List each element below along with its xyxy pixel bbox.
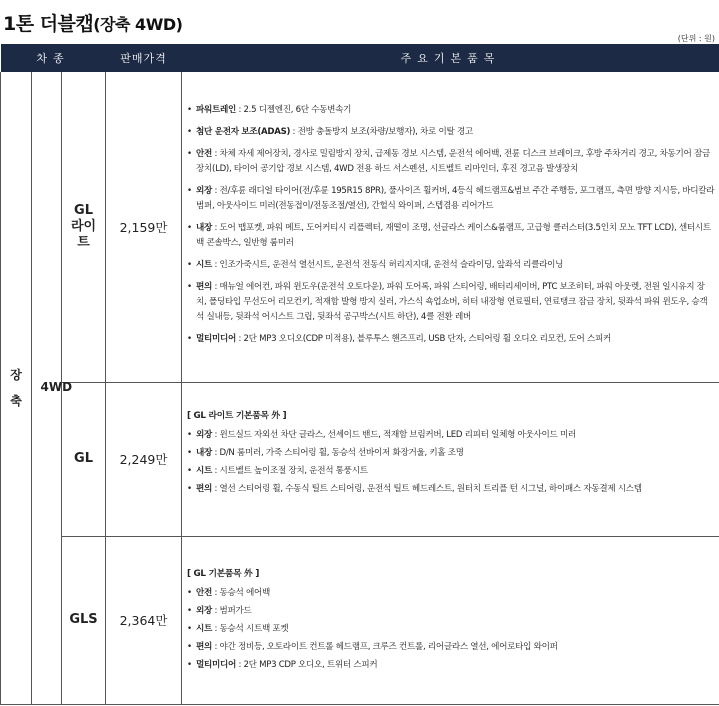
features-cell <box>182 536 719 704</box>
table-row <box>1 382 719 536</box>
header-features: 주요기본품목 <box>182 44 719 72</box>
feature-text: : 야간 정비등, 오토라이트 컨트롤 헤드램프, 크루즈 컨트롤, 리어글라스 열선, 에어로타입 와이퍼 <box>212 641 558 652</box>
features-cell <box>182 382 719 536</box>
header-car: 차종 <box>1 44 106 72</box>
unit-note: (단위 : 원) <box>677 34 715 43</box>
feature-item <box>187 658 715 673</box>
feature-label: 편의 <box>196 483 213 494</box>
feature-item <box>187 428 715 443</box>
feature-item <box>187 604 715 619</box>
table-header-row <box>1 44 719 72</box>
axle-cell <box>1 72 32 704</box>
feature-text: : D/N 룸미러, 가죽 스티어링 휠, 동승석 선바이저 화장거울, 키홀 조명 <box>212 447 464 458</box>
price-cell: 2,159만 <box>106 72 182 382</box>
feature-item <box>187 640 715 655</box>
price-cell: 2,249만 <box>106 382 182 536</box>
feature-text: : 동승석 시트백 포켓 <box>212 623 289 634</box>
page-title <box>3 9 182 36</box>
feature-label: 멀티미디어 <box>196 334 237 344</box>
feature-label: 내장 <box>196 223 213 233</box>
feature-text: : 매뉴얼 에어컨, 파워 윈도우(운전석 오토다운), 파워 도어록, 파워 스티어링, 배터리세이버, PTC 보조히터, 파워 아웃렛, 전원 일시유지 장치, 폴딩타입 무선도어 리모컨키, 적재함 발형 방지 실러, 가스식 쇽업쇼버, 히터 내장형 연료필터, 연료탱크 잠금 장치, 뒷좌석 파워 윈도우, 승객석 실내등, 뒷좌석 어시스트 그립, 뒷좌석 공구박스(시트 하단), 4클 전환 레버 <box>196 282 708 322</box>
feature-label: 파워트레인 <box>196 105 237 115</box>
feature-text: : 인조가죽시트, 운전석 열선시트, 운전석 전동식 허리지지대, 운전석 슬라이딩, 앞좌석 리클라이닝 <box>212 260 564 270</box>
header-price: 판매가격 <box>106 44 182 72</box>
trim-name <box>62 72 106 382</box>
features-intro: [ GL 기본품목 外 ] <box>187 568 260 579</box>
trim-name: GLS <box>62 536 106 704</box>
feature-item <box>187 464 715 479</box>
axle-label: 장축 <box>10 367 22 408</box>
trim-label: GL 라이트 <box>70 202 97 250</box>
feature-text: : 열선 스티어링 휠, 수동식 틸트 스티어링, 운전석 틸트 헤드레스트, 원터치 트리플 턴 시그널, 하이패스 자동결제 시스템 <box>212 483 642 494</box>
feature-label: 시트 <box>196 623 213 634</box>
feature-label: 멀티미디어 <box>196 659 237 670</box>
feature-item <box>187 622 715 637</box>
feature-text: : 2단 MP3 CDP 오디오, 트위터 스피커 <box>236 659 378 670</box>
feature-text: : 전/후륜 래디얼 타이어(전/후륜 195R15 8PR), 풀사이즈 휠커버, 4등식 헤드램프&범브 주간 주행등, 포그램프, 측면 방향 지시등, 바디칼라 범퍼, 아웃사이드 미러(전동접이/전동조절/열선), 간헐식 와이퍼, 스텝겸용 리어가드 <box>196 186 715 211</box>
feature-item <box>187 280 715 325</box>
feature-text: : 동승석 에어백 <box>212 587 270 598</box>
feature-item <box>187 147 715 177</box>
drive-label: 4WD <box>40 380 73 395</box>
feature-item <box>187 103 715 118</box>
feature-text: : 전방 충돌방지 보조(차량/보행자), 차로 이탈 경고 <box>290 127 473 137</box>
feature-text: : 차체 자세 제어장치, 경사로 밀림방지 장치, 급제동 경보 시스템, 운전석 에어백, 전륜 디스크 브레이크, 후방 주차거리 경고, 차동기어 잠금 장치(LD), 타이어 공기압 경보 시스템, 4WD 전용 하드 서스펜션, 시트벨트 리마인더, 후진 경고음 발생장치 <box>196 149 710 174</box>
feature-item <box>187 221 715 251</box>
feature-label: 안전 <box>196 587 213 598</box>
feature-label: 내장 <box>196 447 213 458</box>
feature-item <box>187 482 715 497</box>
feature-text: : 2.5 디젤엔진, 6단 수동변속기 <box>236 105 352 115</box>
feature-label: 편의 <box>196 641 213 652</box>
feature-item <box>187 332 715 347</box>
feature-text: : 시트벨트 높이조절 장치, 운전석 통풍시트 <box>212 465 368 476</box>
feature-label: 외장 <box>196 429 213 440</box>
title-sub: (장축 4WD) <box>93 15 183 34</box>
drive-cell <box>32 72 73 704</box>
price-table <box>0 44 719 705</box>
feature-item <box>187 258 715 273</box>
feature-item <box>187 446 715 461</box>
feature-item <box>187 184 715 214</box>
feature-label: 외장 <box>196 186 213 196</box>
price-cell: 2,364만 <box>106 536 182 704</box>
feature-item <box>187 586 715 601</box>
feature-label: 첨단 운전자 보조(ADAS) <box>196 127 291 137</box>
trim-name: GL <box>62 382 106 536</box>
feature-label: 시트 <box>196 465 213 476</box>
title-main: 1톤 더블캡 <box>3 13 94 35</box>
feature-label: 안전 <box>196 149 213 159</box>
table-row <box>1 536 719 704</box>
table-row <box>1 72 719 382</box>
feature-text: : 2단 MP3 오디오(CDP 미적용), 블루투스 핸즈프리, USB 단자, 스티어링 휠 오디오 리모컨, 도어 스피커 <box>236 334 611 344</box>
features-intro: [ GL 라이트 기본품목 外 ] <box>187 410 287 421</box>
feature-text: : 범퍼가드 <box>212 605 252 616</box>
feature-item <box>187 125 715 140</box>
feature-text: : 윈드실드 자외선 차단 글라스, 선셰이드 밴드, 적재함 브림커버, LED 리피터 일체형 아웃사이드 미러 <box>212 429 576 440</box>
feature-label: 편의 <box>196 282 213 292</box>
features-cell <box>182 72 719 382</box>
feature-label: 시트 <box>196 260 213 270</box>
feature-label: 외장 <box>196 605 213 616</box>
feature-text: : 도어 맵포켓, 파워 메트, 도어커티시 리플렉터, 재떨이 조명, 선글라스 케이스&룸램프, 고급형 클러스터(3.5인치 모노 TFT LCD), 센터시트백 콘솔박스, 일반형 룸미러 <box>196 223 711 248</box>
